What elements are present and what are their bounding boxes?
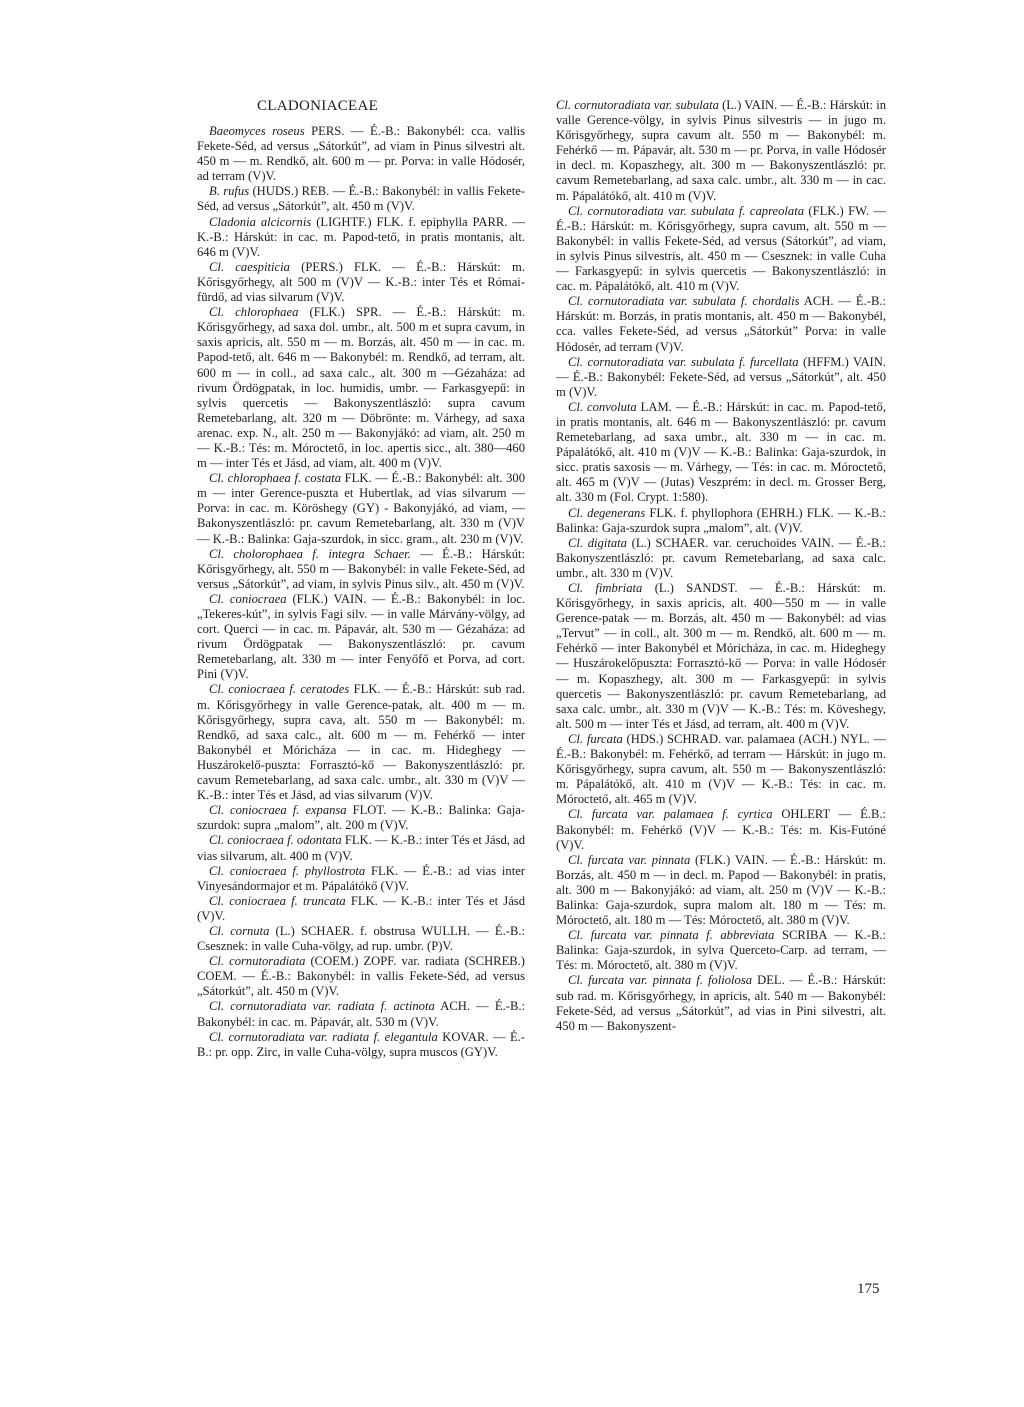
entry-text: (HDS.) SCHRAD. var. palamaea (ACH.) NYL. — É.-B.: Bakonybél: m. Fehérkő, ad terram — Hárskút: in jugo m. Kőrisgyőrhegy, supra cavum, alt. 550 m — Bakonyszentlászló: m. Pápalátókő, alt. 410 m (V)V — K.-B.: Tés: in cac. m. Móroctető, alt. 465 m (V)V. [556,731,886,807]
taxon-name: Cl. chlorophaea [209,305,299,320]
entry-text: LAM. — É.-B.: Hárskút: in cac. m. Papod-tető, in pratis montanis, alt. 646 m — Bakonyszentlászló: pr. cavum Remetebarlang, ad saxa umbr., alt. 330 m — in cac. m. Pápalátókő, alt. 410 m (V)V — K.-B.: Balinka: Gaja-szurdok, in sicc. pratis saxosis — m. Várhegy, — Tés: in cac. m. Móroctető, alt. 465 m (V)V — (Jutas) Veszprém: in decl. m. Grosser Berg, alt. 330 m (Fol. Crypt. 1:580). [556,399,886,505]
taxon-name: Cl. cornutoradiata var. subulata f. capreolata [568,203,804,218]
species-entry [556,294,886,354]
entry-text: (FLK.) VAIN. — É.-B.: Hárskút: m. Borzás, alt. 450 m — in decl. m. Papod — Bakonybél: in pratis, alt. 300 m — Bakonyjákó: ad viam, alt. 250 m (V)V — K.-B.: Balinka: Gaja-szurdok, supra malom alt. 180 m — Tés: m. Móroctető, alt. 180 m — Tés: Móroctető, alt. 380 m (V)V. [556,852,886,928]
species-entry [197,1030,525,1060]
species-entry [556,807,886,852]
taxon-name: Cl. convoluta [568,399,637,414]
taxon-name: Cl. cornutoradiata [209,954,306,969]
entry-text: (FLK.) VAIN. — É.-B.: Bakonybél: in loc. „Tekeres-kút”, in sylvis Fagi silv. — in valle Márvány-völgy, ad cort. Querci — in cac. m. Pápavár, alt. 530 m — Gézaháza: ad rivum Ördögpatak — Bakonyszentlászló: pr. cavum Remetebarlang, alt. 330 m — inter Fenyőfő et Porva, ad cort. Pini (V)V. [197,591,525,682]
taxon-name: Cl. coniocraea f. truncata [209,893,346,908]
species-entry [556,506,886,536]
taxon-name: Cl. cornuta [209,923,270,938]
taxon-name: Cl. cholorophaea f. integra Schaer. [209,546,411,561]
entry-text: — É.-B.: Hárskút: Kőrisgyőrhegy, alt. 550 m — Bakonybél: in valle Fekete-Séd, ad versus „Sátorkút”, ad viam, in sylvis Pinus silv., alt. 450 m (V)V. [197,546,525,591]
species-entry [197,215,525,260]
species-entry [556,204,886,295]
taxon-name: Cl. coniocraea f. phyllostrota [209,863,366,878]
species-entry [556,536,886,581]
taxon-name: Cl. cornutoradiata var. radiata f. actinota [209,999,435,1014]
right-entries [556,98,886,1034]
species-entry [197,547,525,592]
species-entry [197,184,525,214]
species-entry [556,928,886,973]
entry-text: (LIGHTF.) FLK. f. epiphylla PARR. — K.-B.: Hárskút: in cac. m. Papod-tető, in pratis montanis, alt. 646 m (V)V. [197,214,525,259]
taxon-name: Cl. fimbriata [568,581,643,595]
entry-text: (L.) SCHAER. var. ceruchoides VAIN. — É.-B.: Bakonyszentlászló: pr. cavum Remetebarlang, ad saxa calc. umbr., alt. 330 m (V)V. [556,535,886,580]
taxon-name: Cl. furcata var. pinnata f. foliolosa [568,973,753,988]
taxon-name: Cl. cornutoradiata var. subulata f. furcellata [568,354,799,369]
entry-text: ACH. — É.-B.: Bakonybél: in cac. m. Pápavár, alt. 530 m (V)V. [197,999,525,1029]
species-entry [197,260,525,305]
entry-text: (COEM.) ZOPF. var. radiata (SCHREB.) COEM. — É.-B.: Bakonybél: in vallis Fekete-Séd, ad versus „Sátorkút”, alt. 450 m (V)V. [197,954,525,999]
entry-text: (L.) SCHAER. f. obstrusa WULLH. — É.-B.: Csesznek: in valle Cuha-völgy, ad rup. umbr. (P)V. [197,923,525,954]
taxon-name: Cl. coniocraea f. ceratodes [209,682,350,697]
entry-text: (FLK.) FW. — É.-B.: Hárskút: m. Kőrisgyőrhegy, supra cavum, alt. 550 m — Bakonybél: in vallis Fekete-Séd, ad versus (Sátorkút”, ad viam, in sylvis Pinus silvestris, alt. 450 m — Csesznek: in valle Cuha — Farkasgyepű: in sylvis quercetis — Bakonyszentlászló: in cac. m. Pápalátókő, alt. 410 m (V)V. [556,203,887,294]
page-number: 175 [857,1281,880,1297]
taxon-name: B. rufus [209,184,250,199]
species-entry [197,833,525,863]
species-entry [197,864,525,894]
species-entry [197,803,525,833]
entry-text: (L.) SANDST. — É.-B.: Hárskút: m. Kőrisgyőrhegy, in saxis apricis, alt. 400—550 m — in valle Gerence-patak — m. Borzás, alt. 450 m — Bakonybél: ad vias „Tervut” — in coll., alt. 300 m — m. Rendkő, alt. 600 m — m. Fehérkő — inter Bakonybél et Móricháza, in cac. m. Hideghegy — Huszárokelőpuszta: Forrasztó-kő — Porva: in valle Hódosér — m. Kopaszhegy, alt. 300 m — Farkasgyepű: in sylvis quercetis — Bakonyszentlászló: pr. cavum Remetebarlang, ad saxa calc. umbr., alt. 330 m (V)V — K.-B.: Tés: m. Köveshegy, alt. 500 m — inter Tés et Jásd, ad terram, alt. 400 m (V)V. [556,581,887,731]
species-entry [197,305,525,471]
entry-text: PERS. — É.-B.: Bakonybél: cca. vallis Fekete-Séd, ad versus „Sátorkút”, ad viam in Pinus silvestri alt. 450 m — m. Rendkő, alt. 600 m — pr. Porva: in valle Hódosér, ad terram (V)V. [197,124,525,184]
entry-text: FLOT. — K.-B.: Balinka: Gaja-szurdok: supra „malom”, alt. 200 m (V)V. [197,803,526,833]
entry-text: OHLERT — É.B.: Bakonybél: m. Fehérkő (V)V — K.-B.: Tés: m. Kis-Futóné (V)V. [556,807,886,852]
entry-text: KOVAR. — É.-B.: pr. opp. Zirc, in valle Cuha-völgy, supra muscos (GY)V. [197,1029,525,1059]
taxon-name: Cl. furcata [568,731,623,746]
taxon-name: Cl. cornutoradiata var. subulata f. chordalis [568,294,800,309]
taxon-name: Cl. chlorophaea f. costata [209,471,342,486]
taxon-name: Cl. furcata var. pinnata f. abbreviata [568,928,775,943]
taxon-name: Cl. furcata var. pinnata [568,852,691,867]
species-entry [197,999,525,1029]
entry-text: FLK. — K.-B.: inter Tés et Jásd (V)V. [197,893,525,923]
taxon-name: Cl. cornutoradiata var. radiata f. elegantula [209,1029,438,1044]
species-entry [197,682,525,803]
species-entry [197,124,525,184]
species-entry [556,732,886,807]
entry-text: (FLK.) SPR. — É.-B.: Hárskút: m. Kőrisgyőrhegy, ad saxa dol. umbr., alt. 500 m et supra cavum, in saxis apricis, alt. 550 m — m. Borzás, alt. 450 m — in cac. m. Papod-tető, alt. 646 m — Bakonybél: m. Rendkő, ad terram, alt. 600 m — in coll., ad saxa calc., alt. 300 m —Gézaháza: ad rivum Ördögpatak, in loc. humidis, umbr. — Farkasgyepű: in sylvis quercetis — Bakonyszentlászló: supra cavum Remetebarlang, alt. 320 m — Döbrönte: m. Várhegy, ad saxa arenac. exp. N., alt. 250 m — Bakonyjákó: ad viam, alt. 250 m — K.-B.: Tés: m. Móroctető, in loc. apertis sicc., alt. 380—460 m — inter Tés et Jásd, ad viam, alt. 400 m (V)V. [197,305,525,471]
species-entry [197,924,525,954]
species-entry [556,581,886,732]
entry-text: FLK. — K.-B.: inter Tés et Jásd, ad vias silvarum, alt. 400 m (V)V. [197,833,525,863]
species-entry [556,98,886,204]
entry-text: (PERS.) FLK. — É.-B.: Hárskút: m. Kőrisgyőrhegy, alt 500 m (V)V — K.-B.: inter Tés et Római-fürdő, ad vias silvarum (V)V. [197,259,525,305]
species-entry [556,973,886,1033]
entry-text: FLK. — É.-B.: Hárskút: sub rad. m. Kőrisgyőrhegy in valle Gerence-patak, alt. 400 m — m. Kőrisgyőrhegy, supra cava, alt. 550 m — Bakonybél: m. Rendkő, ad saxa calc., alt. 600 m — m. Fehérkő — inter Bakonybél et Móricháza — in cac. m. Hideghegy — Huszárokelő-puszta: Forrasztó-kő — Bakonyszentlászló: pr. cavum Remetebarlang, ad saxa calc. umbr., alt. 330 m (V)V — K.-B.: inter Tés et Jásd, ad vias silvarum (V)V. [197,682,525,803]
section-heading: CLADONIACEAE [257,98,379,114]
left-column [197,98,525,1060]
entry-text: FLK. — É.-B.: Bakonybél: alt. 300 m — inter Gerence-puszta et Hubertlak, ad vias silvarum — Porva: in cac. m. Köröshegy (GY) - Bakonyjákó, ad viam, — Bakonyszentlászló: pr. cavum Remetebarlang, alt. 330 m (V)V — K.-B.: Balinka: Gaja-szurdok, in sicc. gram., alt. 230 m (V)V. [197,471,525,546]
species-entry [556,400,886,506]
species-entry [556,355,886,400]
taxon-name: Cl. degenerans [568,505,646,520]
entry-text: ACH. — É.-B.: Hárskút: m. Borzás, in pratis montanis, alt. 450 m — Bakonybél, cca. valles Fekete-Séd, ad versus „Sátorkút” Porva: in valle Hódosér, ad terram (V)V. [556,294,886,354]
taxon-name: Cl. furcata var. palamaea f. cyrtica [568,807,773,822]
taxon-name: Cladonia alcicornis [209,214,312,229]
entry-text: FLK. f. phyllophora (EHRH.) FLK. — K.-B.: Balinka: Gaja-szurdok supra „malom”, alt. (V)V. [556,505,886,535]
taxon-name: Cl. digitata [568,535,627,550]
species-entry [197,954,525,999]
left-entries [197,124,525,1060]
taxon-name: Cl. caespiticia [209,259,290,274]
right-column [556,98,886,1034]
entry-text: (L.) VAIN. — É.-B.: Hárskút: in valle Gerence-völgy, in sylvis Pinus silvestris — in jugo m. Kőrisgyőrhegy, supra cavum alt. 550 m — Bakonybél: m. Fehérkő — m. Pápavár, alt. 530 m — pr. Porva, in valle Hódosér in decl. m. Kopaszhegy, alt. 300 m — Bakonyszentlászló: pr. cavum Remetebarlang, ad saxa calc. umbr., alt. 330 m — in cac. m. Pápalátókő, alt. 410 m (V)V. [556,98,886,203]
species-entry [197,471,525,546]
entry-text: SCRIBA — K.-B.: Balinka: Gaja-szurdok, in sylva Querceto-Carp. ad terram, — Tés: m. Móroctető, alt. 380 m (V)V. [556,928,886,973]
entry-text: DEL. — É.-B.: Hárskút: sub rad. m. Kőrisgyőrhegy, in apricis, alt. 540 m — Bakonybél: Fekete-Séd, ad versus „Sátorkút”, ad vias in Pini silvestri, alt. 450 m — Bakonyszent- [556,973,886,1033]
species-entry [197,592,525,683]
taxon-name: Cl. coniocraea f. expansa [209,803,347,818]
entry-text: FLK. — É.-B.: ad vias inter Vinyesándormajor et m. Pápalátókő (V)V. [197,863,525,893]
species-entry [197,894,525,924]
entry-text: (HUDS.) REB. — É.-B.: Bakonybél: in vallis Fekete-Séd, ad versus „Sátorkút”, alt. 450 m (V)V. [197,184,525,214]
entry-text: (HFFM.) VAIN. — É.-B.: Bakonybél: Fekete-Séd, ad versus „Sátorkút”, alt. 450 m (V)V. [556,354,886,399]
taxon-name: Cl. coniocraea [209,591,287,606]
taxon-name: Cl. cornutoradiata var. subulata [556,98,719,112]
taxon-name: Cl. coniocraea f. odontata [209,833,342,848]
taxon-name: Baeomyces roseus [209,124,305,138]
species-entry [556,853,886,928]
